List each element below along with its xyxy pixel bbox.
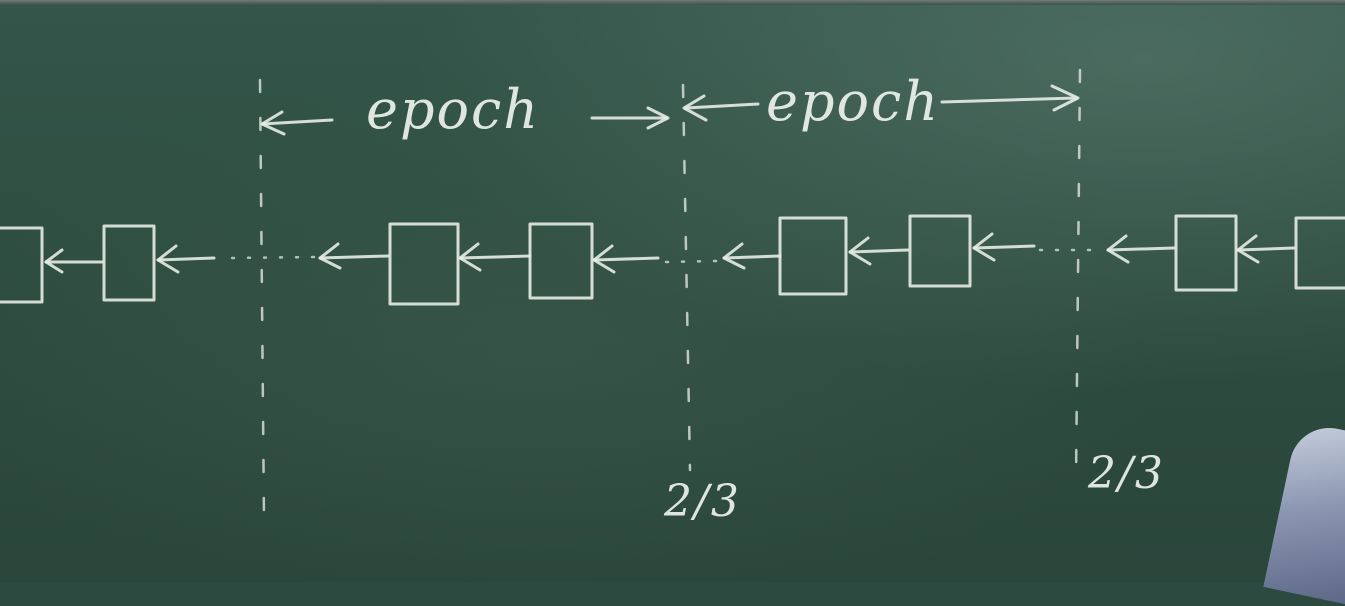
chain-arrow: [850, 238, 908, 264]
epoch-boundary-1: [260, 80, 264, 520]
block-2: [104, 226, 154, 300]
epoch-arrow-1-left: [262, 112, 332, 134]
chain-arrow: [594, 246, 658, 272]
block-7: [1176, 216, 1236, 290]
epoch-arrow-2-left: [684, 96, 758, 120]
epoch-label-1: epoch: [366, 78, 541, 141]
checkpoint-label-2: 2/3: [1088, 448, 1165, 499]
block-5: [780, 218, 846, 294]
chain-arrow: [724, 244, 780, 268]
block-1: [0, 228, 42, 302]
block-6: [910, 216, 970, 286]
block-8: [1296, 218, 1345, 288]
epoch-boundary-2: [683, 85, 690, 470]
checkpoint-label-1: 2/3: [664, 476, 741, 527]
epoch-boundary-3: [1076, 70, 1080, 480]
chain-arrow: [1238, 236, 1294, 262]
chain-arrow: [974, 234, 1034, 260]
block-3: [390, 224, 458, 304]
epoch-label-2: epoch: [766, 70, 941, 133]
chain-arrow: [46, 250, 102, 272]
chain-arrow: [320, 244, 388, 268]
chain-arrow: [158, 246, 214, 272]
block-4: [530, 224, 592, 298]
chain-arrow: [460, 244, 530, 270]
chain-ellipsis: [666, 261, 716, 262]
epoch-arrow-2-right: [942, 86, 1078, 110]
chain-arrow: [1108, 236, 1174, 262]
epoch-arrow-1-right: [592, 108, 668, 128]
chain-ellipsis: [232, 257, 316, 258]
